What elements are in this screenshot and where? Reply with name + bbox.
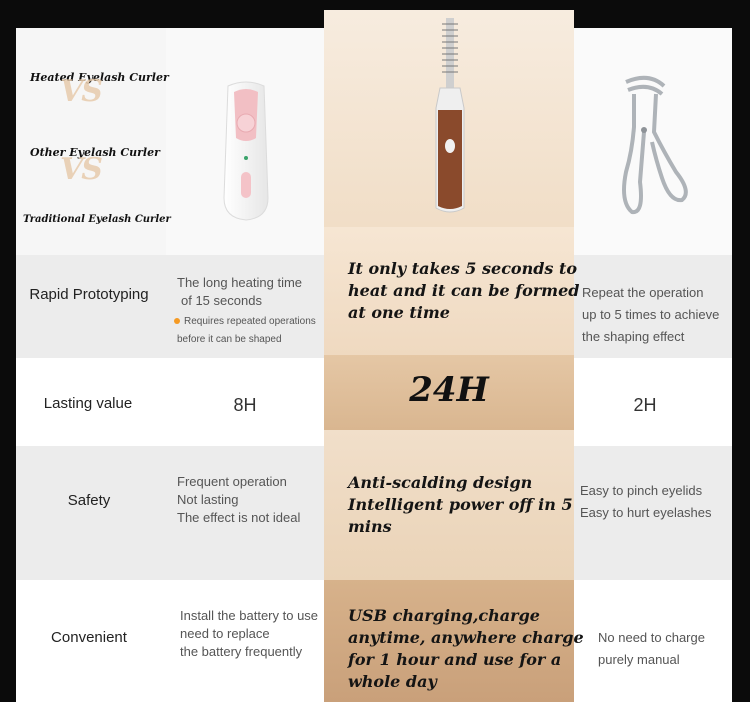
vs-mark-2: VS bbox=[60, 152, 101, 187]
row-label-rapid-prototyping: Rapid Prototyping bbox=[29, 286, 149, 303]
heated-convenient-text bbox=[348, 605, 584, 693]
heated-safety-line-2: Intelligent power off in 5 bbox=[348, 495, 573, 514]
heated-rapid-line-1: It only takes 5 seconds to bbox=[348, 259, 578, 278]
other-convenient-line-3: the battery frequently bbox=[180, 644, 303, 659]
traditional-curler-image bbox=[604, 72, 699, 222]
trad-convenient-line-1: No need to charge bbox=[598, 630, 705, 645]
heated-safety-line-3: mins bbox=[348, 517, 392, 536]
other-rapid-line-1: The long heating time bbox=[177, 275, 303, 290]
trad-safety-line-1: Easy to pinch eyelids bbox=[580, 483, 703, 498]
other-convenient-line-1: Install the battery to use bbox=[180, 608, 319, 623]
trad-rapid-line-1: Repeat the operation bbox=[582, 285, 704, 300]
other-rapid-line-2: of 15 seconds bbox=[181, 293, 262, 308]
heated-rapid-line-2: heat and it can be formed bbox=[348, 281, 580, 300]
other-safety-text bbox=[177, 473, 300, 527]
other-rapid-text bbox=[177, 274, 302, 310]
row-label-lasting-value: Lasting value bbox=[43, 395, 133, 412]
trad-rapid-text bbox=[582, 282, 719, 348]
heated-convenient-line-3: for 1 hour and use for a bbox=[348, 650, 562, 669]
traditional-curler-title: Traditional Eyelash Curler bbox=[23, 214, 171, 225]
heated-curler-title: Heated Eyelash Curler bbox=[30, 71, 169, 84]
heated-curler-image bbox=[428, 18, 473, 218]
heated-convenient-line-2: anytime, anywhere charge bbox=[348, 628, 584, 647]
row-label-convenient: Convenient bbox=[51, 629, 127, 646]
other-rapid-note-line-2: before it can be shaped bbox=[177, 334, 282, 345]
heated-safety-text bbox=[348, 472, 573, 538]
trad-rapid-line-3: the shaping effect bbox=[582, 329, 685, 344]
trad-lasting-value: 2H bbox=[633, 395, 657, 415]
trad-convenient-text bbox=[598, 627, 705, 671]
orange-dot-icon bbox=[174, 318, 180, 324]
other-convenient-line-2: need to replace bbox=[180, 626, 270, 641]
other-curler-image bbox=[216, 78, 276, 223]
trad-safety-line-2: Easy to hurt eyelashes bbox=[580, 505, 712, 520]
other-lasting-value: 8H bbox=[233, 395, 257, 415]
other-convenient-text bbox=[180, 607, 318, 661]
heated-rapid-text bbox=[348, 258, 579, 324]
other-rapid-note-line-1 bbox=[174, 313, 316, 331]
row-label-safety: Safety bbox=[67, 492, 111, 509]
vs-mark-1: VS bbox=[60, 74, 101, 109]
trad-rapid-line-2: up to 5 times to achieve bbox=[582, 307, 720, 322]
other-safety-line-3: The effect is not ideal bbox=[177, 510, 301, 525]
other-safety-line-2: Not lasting bbox=[177, 492, 239, 507]
heated-rapid-line-3: at one time bbox=[348, 303, 450, 322]
heated-convenient-line-1: USB charging,charge bbox=[348, 606, 540, 625]
heated-lasting-value: 24H bbox=[409, 370, 489, 410]
trad-safety-text bbox=[580, 480, 712, 524]
other-curler-title: Other Eyelash Curler bbox=[30, 146, 160, 159]
other-rapid-note bbox=[174, 313, 316, 349]
trad-convenient-line-2: purely manual bbox=[598, 652, 680, 667]
other-rapid-note-text-1: Requires repeated operations bbox=[184, 316, 316, 327]
other-safety-line-1: Frequent operation bbox=[177, 474, 287, 489]
heated-safety-line-1: Anti-scalding design bbox=[348, 473, 533, 492]
heated-convenient-line-4: whole day bbox=[348, 672, 437, 691]
